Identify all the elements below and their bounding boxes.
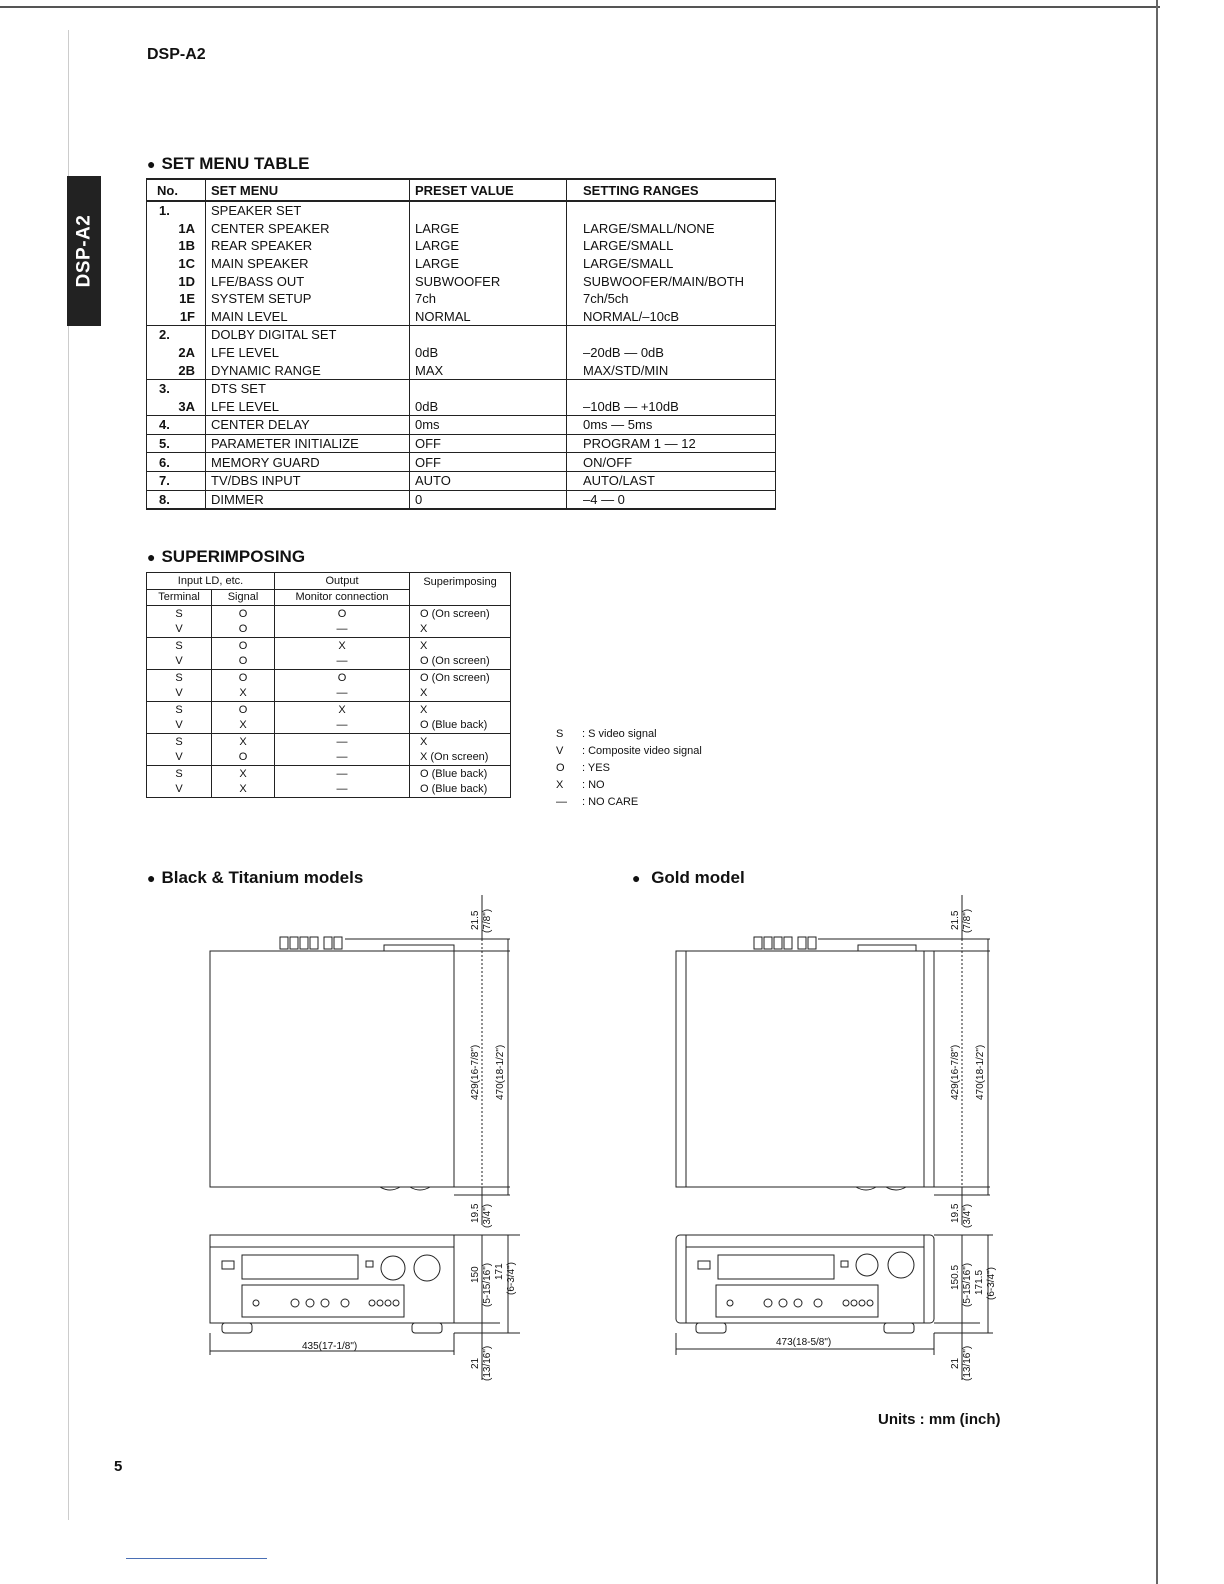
table-cell: — <box>275 718 410 734</box>
dim-body-depth: 429(16-7/8") <box>950 1044 961 1100</box>
table-row <box>147 766 511 782</box>
table-row <box>147 638 511 654</box>
gold-model-drawing <box>668 895 998 1395</box>
table-cell: X <box>212 686 275 702</box>
bullet-icon: ● <box>632 870 641 886</box>
table-cell: V <box>147 718 212 734</box>
table-cell: V <box>147 782 212 798</box>
table-row <box>147 237 776 255</box>
table-cell: ON/OFF <box>567 453 776 472</box>
table-cell: X <box>275 702 410 718</box>
table-row <box>147 398 776 416</box>
superimposing-table <box>146 572 511 798</box>
bullet-icon: ● <box>147 156 156 172</box>
table-cell: CENTER SPEAKER <box>206 220 410 238</box>
table-cell: TV/DBS INPUT <box>206 471 410 490</box>
table-cell: O <box>212 702 275 718</box>
table-cell: CENTER DELAY <box>206 416 410 435</box>
legend-item <box>556 743 702 760</box>
table-row <box>147 490 776 509</box>
table-cell: MAX/STD/MIN <box>567 361 776 379</box>
table-cell: 7ch <box>410 290 567 308</box>
column-header: No. <box>147 179 206 201</box>
table-cell: LFE LEVEL <box>206 398 410 416</box>
table-cell: X <box>212 718 275 734</box>
table-cell: X (On screen) <box>410 750 511 766</box>
table-cell: LFE LEVEL <box>206 344 410 362</box>
black-models-heading <box>147 868 363 888</box>
table-cell: O <box>275 670 410 686</box>
dim-total-depth: 470(18-1/2") <box>975 1044 986 1100</box>
legend-text: : Composite video signal <box>582 745 702 757</box>
table-cell: O <box>212 654 275 670</box>
table-cell: AUTO <box>410 471 567 490</box>
dim-top-depth: 21.5 <box>950 910 961 930</box>
set-menu-header-row <box>147 179 776 201</box>
row-number: 2A <box>147 344 206 362</box>
table-cell: O <box>212 750 275 766</box>
legend-text: : NO CARE <box>582 796 639 808</box>
table-cell: PARAMETER INITIALIZE <box>206 434 410 453</box>
table-cell: X <box>212 782 275 798</box>
table-cell: LFE/BASS OUT <box>206 272 410 290</box>
table-cell: OFF <box>410 453 567 472</box>
table-cell: X <box>275 638 410 654</box>
table-cell <box>567 326 776 344</box>
table-cell: X <box>212 734 275 750</box>
row-number: 1D <box>147 272 206 290</box>
table-cell: –4 — 0 <box>567 490 776 509</box>
dim-foot-depth-in: (3/4") <box>962 1203 973 1228</box>
legend-item <box>556 794 702 811</box>
table-row <box>147 255 776 273</box>
row-number: 3A <box>147 398 206 416</box>
table-cell: LARGE <box>410 255 567 273</box>
gold-model-heading <box>632 868 745 888</box>
table-row <box>147 606 511 622</box>
table-row <box>147 220 776 238</box>
table-row <box>147 654 511 670</box>
legend-key: X <box>556 779 564 791</box>
dim-total-height-in: (6-3/4") <box>986 1266 997 1300</box>
table-cell: 0 <box>410 490 567 509</box>
table-cell: REAR SPEAKER <box>206 237 410 255</box>
table-row <box>147 670 511 686</box>
table-cell: SPEAKER SET <box>206 201 410 220</box>
table-cell: LARGE <box>410 237 567 255</box>
table-cell: 0ms <box>410 416 567 435</box>
row-number: 2B <box>147 361 206 379</box>
table-row <box>147 434 776 453</box>
bullet-icon: ● <box>147 549 156 565</box>
table-cell: — <box>275 622 410 638</box>
row-number: 1E <box>147 290 206 308</box>
dim-foot-height: 21 <box>950 1357 961 1369</box>
table-cell: MAIN LEVEL <box>206 308 410 326</box>
legend-key: S <box>556 728 564 740</box>
dim-width: 435(17-1/8") <box>302 1341 358 1352</box>
table-row <box>147 471 776 490</box>
bullet-icon: ● <box>147 870 156 886</box>
table-cell: DOLBY DIGITAL SET <box>206 326 410 344</box>
table-cell: O (Blue back) <box>410 782 511 798</box>
superimposing-heading <box>147 547 305 567</box>
row-number: 1. <box>147 201 206 220</box>
table-row <box>147 326 776 344</box>
superimposing-legend <box>556 726 702 811</box>
table-cell: 0dB <box>410 398 567 416</box>
table-row <box>147 272 776 290</box>
table-cell: NORMAL <box>410 308 567 326</box>
column-header: SETTING RANGES <box>567 179 776 201</box>
dim-height-in: (5-15/16") <box>482 1262 493 1307</box>
set-menu-body <box>147 201 776 509</box>
column-subheader: Terminal <box>147 589 212 606</box>
table-cell <box>567 201 776 220</box>
table-row <box>147 686 511 702</box>
dim-top-depth-in: (7/8") <box>962 908 973 933</box>
table-cell: 0ms — 5ms <box>567 416 776 435</box>
dim-width: 473(18-5/8") <box>776 1337 832 1348</box>
superimposing-title: SUPERIMPOSING <box>161 547 306 566</box>
footer-rule <box>126 1558 267 1559</box>
dim-total-depth: 470(18-1/2") <box>495 1044 506 1100</box>
row-number: 2. <box>147 326 206 344</box>
table-cell: O (Blue back) <box>410 766 511 782</box>
dim-foot-height: 21 <box>470 1357 481 1369</box>
legend-key: O <box>556 762 565 774</box>
table-cell: — <box>275 766 410 782</box>
table-cell: –10dB — +10dB <box>567 398 776 416</box>
side-tab <box>67 176 101 326</box>
table-row <box>147 344 776 362</box>
table-cell: X <box>410 622 511 638</box>
table-cell: LARGE/SMALL <box>567 255 776 273</box>
table-cell: S <box>147 702 212 718</box>
table-cell: MAX <box>410 361 567 379</box>
set-menu-heading <box>147 154 309 174</box>
table-row <box>147 416 776 435</box>
dim-foot-depth: 19.5 <box>470 1203 481 1223</box>
top-view-chassis <box>210 951 454 1187</box>
table-cell: X <box>212 766 275 782</box>
table-cell: OFF <box>410 434 567 453</box>
dim-foot-height-in: (13/16") <box>962 1345 973 1381</box>
table-row <box>147 201 776 220</box>
dim-total-height: 171 <box>494 1263 505 1280</box>
table-cell: — <box>275 750 410 766</box>
top-rule <box>0 6 1160 8</box>
table-row <box>147 361 776 379</box>
table-cell: O <box>212 638 275 654</box>
legend-item <box>556 726 702 743</box>
dim-height-in: (5-15/16") <box>962 1262 973 1307</box>
table-cell: S <box>147 638 212 654</box>
table-cell: — <box>275 654 410 670</box>
table-cell: MEMORY GUARD <box>206 453 410 472</box>
column-subheader: Signal <box>212 589 275 606</box>
column-header: SET MENU <box>206 179 410 201</box>
table-cell: O <box>212 622 275 638</box>
table-cell: 0dB <box>410 344 567 362</box>
table-cell: S <box>147 766 212 782</box>
superimposing-body <box>147 573 511 798</box>
top-view-chassis <box>676 951 934 1187</box>
table-cell: LARGE/SMALL <box>567 237 776 255</box>
column-header: Output <box>275 573 410 590</box>
table-row <box>147 718 511 734</box>
table-cell: O <box>212 670 275 686</box>
table-cell: SUBWOOFER/MAIN/BOTH <box>567 272 776 290</box>
right-edge-rule <box>1156 0 1158 1584</box>
legend-text: : NO <box>582 779 605 791</box>
dim-height: 150.5 <box>950 1264 961 1290</box>
table-cell: S <box>147 606 212 622</box>
dim-foot-depth: 19.5 <box>950 1203 961 1223</box>
row-number: 5. <box>147 434 206 453</box>
table-cell: LARGE <box>410 220 567 238</box>
table-row <box>147 308 776 326</box>
table-cell: DIMMER <box>206 490 410 509</box>
table-cell: 7ch/5ch <box>567 290 776 308</box>
column-subheader: Monitor connection <box>275 589 410 606</box>
dim-top-depth-in: (7/8") <box>482 908 493 933</box>
dim-height: 150 <box>470 1266 481 1283</box>
table-row <box>147 453 776 472</box>
table-cell: — <box>275 734 410 750</box>
table-cell: X <box>410 638 511 654</box>
black-models-title: Black & Titanium models <box>161 868 364 887</box>
table-cell: X <box>410 686 511 702</box>
table-cell: O (Blue back) <box>410 718 511 734</box>
column-header: Superimposing <box>410 573 511 606</box>
column-header: PRESET VALUE <box>410 179 567 201</box>
legend-text: : S video signal <box>582 728 657 740</box>
table-cell: V <box>147 686 212 702</box>
dim-top-depth: 21.5 <box>470 910 481 930</box>
table-cell: O (On screen) <box>410 670 511 686</box>
table-cell: PROGRAM 1 — 12 <box>567 434 776 453</box>
table-cell: V <box>147 622 212 638</box>
column-header: Input LD, etc. <box>147 573 275 590</box>
table-cell: S <box>147 670 212 686</box>
legend-item <box>556 760 702 777</box>
table-row <box>147 782 511 798</box>
table-cell: SYSTEM SETUP <box>206 290 410 308</box>
page-header-model: DSP-A2 <box>147 46 206 63</box>
legend-key: — <box>556 796 567 808</box>
table-cell: MAIN SPEAKER <box>206 255 410 273</box>
superimposing-header-row <box>147 573 511 590</box>
table-row <box>147 290 776 308</box>
table-cell: X <box>410 734 511 750</box>
dim-foot-depth-in: (3/4") <box>482 1203 493 1228</box>
table-row <box>147 734 511 750</box>
table-cell: — <box>275 686 410 702</box>
table-cell: S <box>147 734 212 750</box>
legend-item <box>556 777 702 794</box>
black-model-drawing <box>200 895 530 1395</box>
row-number: 1B <box>147 237 206 255</box>
table-cell <box>410 326 567 344</box>
table-cell: –20dB — 0dB <box>567 344 776 362</box>
table-cell: O <box>275 606 410 622</box>
table-cell: — <box>275 782 410 798</box>
row-number: 7. <box>147 471 206 490</box>
row-number: 8. <box>147 490 206 509</box>
dim-foot-height-in: (13/16") <box>482 1345 493 1381</box>
gold-model-title: Gold model <box>651 868 745 887</box>
table-cell: NORMAL/–10cB <box>567 308 776 326</box>
table-row <box>147 702 511 718</box>
dim-total-height-in: (6-3/4") <box>506 1261 517 1295</box>
row-number: 3. <box>147 379 206 397</box>
table-cell: DTS SET <box>206 379 410 397</box>
table-cell: LARGE/SMALL/NONE <box>567 220 776 238</box>
table-cell: O (On screen) <box>410 606 511 622</box>
table-cell: SUBWOOFER <box>410 272 567 290</box>
side-tab-label: DSP-A2 <box>73 214 94 288</box>
table-row <box>147 622 511 638</box>
legend-key: V <box>556 745 564 757</box>
row-number: 1C <box>147 255 206 273</box>
table-cell: V <box>147 750 212 766</box>
table-cell: X <box>410 702 511 718</box>
table-row <box>147 379 776 397</box>
table-cell: O <box>212 606 275 622</box>
table-cell <box>410 379 567 397</box>
table-cell <box>410 201 567 220</box>
table-cell: AUTO/LAST <box>567 471 776 490</box>
table-cell <box>567 379 776 397</box>
dim-body-depth: 429(16-7/8") <box>470 1044 481 1100</box>
table-row <box>147 750 511 766</box>
page-number: 5 <box>114 1458 123 1475</box>
set-menu-table <box>146 178 776 510</box>
row-number: 1F <box>147 308 206 326</box>
dim-total-height: 171.5 <box>974 1269 985 1295</box>
row-number: 4. <box>147 416 206 435</box>
row-number: 6. <box>147 453 206 472</box>
row-number: 1A <box>147 220 206 238</box>
table-cell: O (On screen) <box>410 654 511 670</box>
units-note: Units : mm (inch) <box>878 1411 1001 1428</box>
legend-text: : YES <box>582 762 610 774</box>
set-menu-title: SET MENU TABLE <box>161 154 310 173</box>
table-cell: DYNAMIC RANGE <box>206 361 410 379</box>
table-cell: V <box>147 654 212 670</box>
